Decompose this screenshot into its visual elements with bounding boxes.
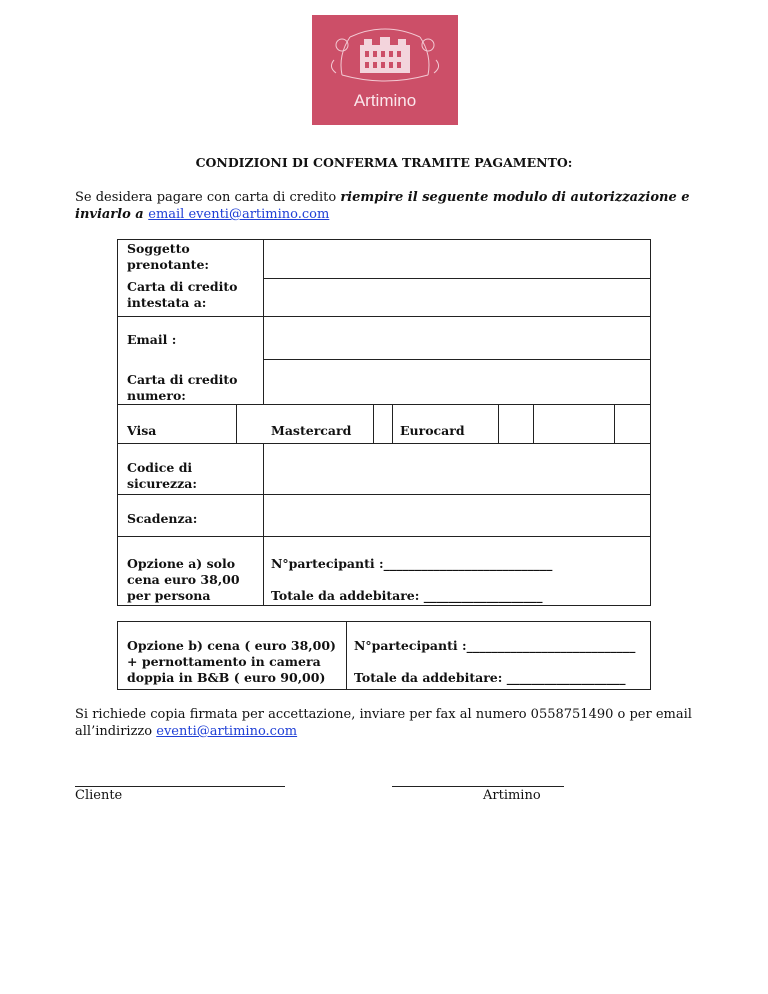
label-eurocard: Eurocard xyxy=(400,423,465,438)
eurocard-checkbox[interactable] xyxy=(499,405,533,443)
intro-emphasis: riempire il seguente modulo di autorizzazione e inviarlo a xyxy=(75,190,690,222)
codice-input-cell[interactable] xyxy=(264,444,650,494)
visa-checkbox[interactable] xyxy=(237,405,263,443)
footer-email-link[interactable]: eventi@artimino.com xyxy=(156,724,298,739)
opzione-b-partecipanti[interactable]: N°partecipanti :___________________________ xyxy=(354,638,636,653)
signature-label-cliente: Cliente xyxy=(75,788,123,803)
label-soggetto-prenotante: Soggetto prenotante: xyxy=(127,241,210,272)
card-number-input-cell[interactable] xyxy=(264,360,650,404)
mastercard-checkbox[interactable] xyxy=(374,405,392,443)
intro-text: Se desidera pagare con carta di credito xyxy=(75,190,341,205)
label-visa: Visa xyxy=(127,423,157,438)
label-carta-intestata: Carta di credito intestata a: xyxy=(127,279,238,310)
label-opzione-b: Opzione b) cena ( euro 38,00) + pernottamento in camera doppia in B&B ( euro 90,00) xyxy=(127,638,336,685)
label-carta-numero: Carta di credito numero: xyxy=(127,372,238,403)
scadenza-input-cell[interactable] xyxy=(264,495,650,536)
opzione-a-totale[interactable]: Totale da addebitare: ___________________ xyxy=(271,588,543,603)
label-email: Email : xyxy=(127,332,177,347)
intestata-input-cell[interactable] xyxy=(264,279,650,316)
soggetto-input-cell[interactable] xyxy=(264,240,650,278)
label-codice-sicurezza: Codice di sicurezza: xyxy=(127,460,197,491)
logo-brand-text: Artimino xyxy=(353,91,417,110)
signature-label-artimino: Artimino xyxy=(483,788,541,803)
label-mastercard: Mastercard xyxy=(271,423,352,438)
artimino-logo xyxy=(312,15,458,125)
page-title: CONDIZIONI DI CONFERMA TRAMITE PAGAMENTO: xyxy=(195,155,573,170)
email-link[interactable]: email eventi@artimino.com xyxy=(148,207,330,222)
opzione-a-partecipanti[interactable]: N°partecipanti :___________________________ xyxy=(271,556,553,571)
intro-paragraph xyxy=(75,189,705,223)
email-input-cell[interactable] xyxy=(264,317,650,359)
opzione-b-totale[interactable]: Totale da addebitare: ___________________ xyxy=(354,670,626,685)
label-scadenza: Scadenza: xyxy=(127,511,198,526)
label-opzione-a: Opzione a) solo cena euro 38,00 per persona xyxy=(127,556,240,603)
footer-note-text: Si richiede copia firmata per accettazione, inviare per fax al numero 0558751490 o per email all’indirizzo xyxy=(75,707,692,739)
footer-note xyxy=(75,706,705,740)
